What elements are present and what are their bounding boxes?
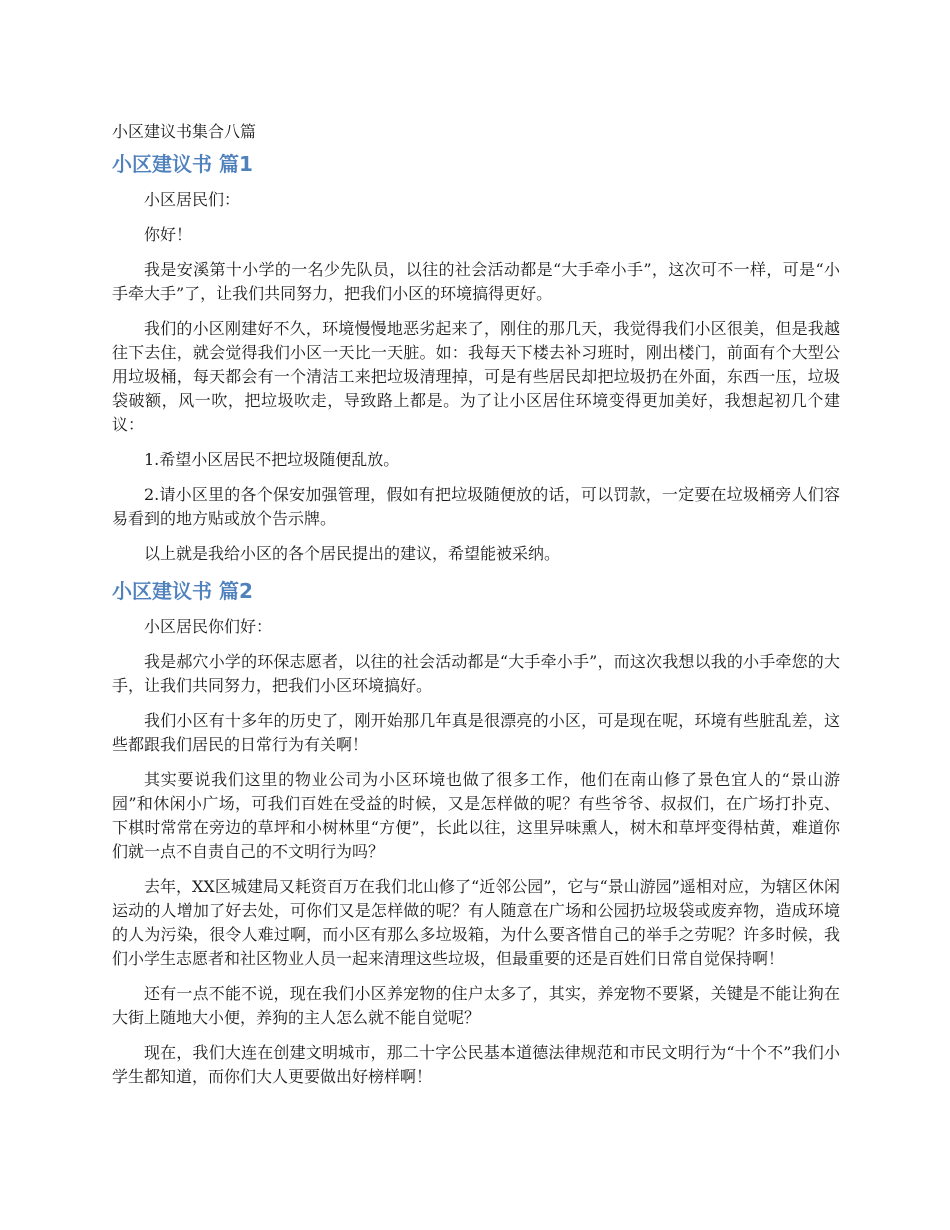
salutation: 小区居民们： [144, 190, 241, 209]
paragraph: 以上就是我给小区的各个居民提出的建议，希望能被采纳。 [144, 544, 561, 563]
suggestion-item: 2.请小区里的各个保安加强管理，假如有把垃圾随便放的话，可以罚款，一定要在垃圾桶旁人们容易看到的地方贴或放个告示牌。 [112, 485, 840, 528]
paragraph: 现在，我们大连在创建文明城市，那二十字公民基本道德法律规范和市民文明行为“十个不”我们小学生都知道，而你们大人更要做出好榜样啊！ [112, 1043, 840, 1086]
salutation: 小区居民你们好： [144, 617, 273, 636]
suggestion-item: 1.希望小区居民不把垃圾随便乱放。 [144, 450, 400, 469]
section-heading: 小区建议书 篇2 [112, 579, 253, 603]
section-2 [112, 577, 840, 1089]
paragraph: 还有一点不能不说，现在我们小区养宠物的住户太多了，其实，养宠物不要紧，关键是不能让狗在大街上随地大小便，养狗的主人怎么就不能自觉呢？ [112, 984, 840, 1027]
section-1 [112, 150, 840, 566]
paragraph: 去年，XX区城建局又耗资百万在我们北山修了“近邻公园”，它与“景山游园”遥相对应，为辖区休闲运动的人增加了好去处，可你们又是怎样做的呢？有人随意在广场和公园扔垃圾袋或废弃物，造成环境的人为污染，很令人难过啊，而小区有那么多垃圾箱，为什么要吝惜自己的举手之劳呢？许多时候，我们小学生志愿者和社区物业人员一起来清理这些垃圾，但最重要的还是百姓们日常自觉保持啊！ [112, 877, 840, 968]
paragraph: 我们小区有十多年的历史了，刚开始那几年真是很漂亮的小区，可是现在呢，环境有些脏乱差，这些都跟我们居民的日常行为有关啊！ [112, 711, 840, 754]
section-heading: 小区建议书 篇1 [112, 152, 253, 176]
paragraph: 我是安溪第十小学的一名少先队员，以往的社会活动都是“大手牵小手”，这次可不一样，可是“小手牵大手”了，让我们共同努力，把我们小区的环境搞得更好。 [112, 260, 840, 303]
paragraph: 其实要说我们这里的物业公司为小区环境也做了很多工作，他们在南山修了景色宜人的“景山游园”和休闲小广场，可我们百姓在受益的时候，又是怎样做的呢？有些爷爷、叔叔们，在广场打扑克、下棋时常常在旁边的草坪和小树林里“方便”，长此以往，这里异味熏人，树木和草坪变得枯黄，难道你们就一点不自责自己的不文明行为吗？ [112, 770, 840, 861]
document-title: 小区建议书集合八篇 [112, 122, 257, 141]
document-page [112, 120, 840, 1100]
paragraph: 我们的小区刚建好不久，环境慢慢地恶劣起来了，刚住的那几天，我觉得我们小区很美，但是我越往下去住，就会觉得我们小区一天比一天脏。如：我每天下楼去补习班时，刚出楼门，前面有个大型公用垃圾桶，每天都会有一个清洁工来把垃圾清理掉，可是有些居民却把垃圾扔在外面，东西一压，垃圾袋破额，风一吹，把垃圾吹走，导致路上都是。为了让小区居住环境变得更加美好，我想起初几个建议： [112, 319, 840, 434]
paragraph: 我是郝穴小学的环保志愿者，以往的社会活动都是“大手牵小手”，而这次我想以我的小手牵您的大手，让我们共同努力，把我们小区环境搞好。 [112, 652, 840, 695]
greeting: 你好！ [144, 225, 193, 244]
